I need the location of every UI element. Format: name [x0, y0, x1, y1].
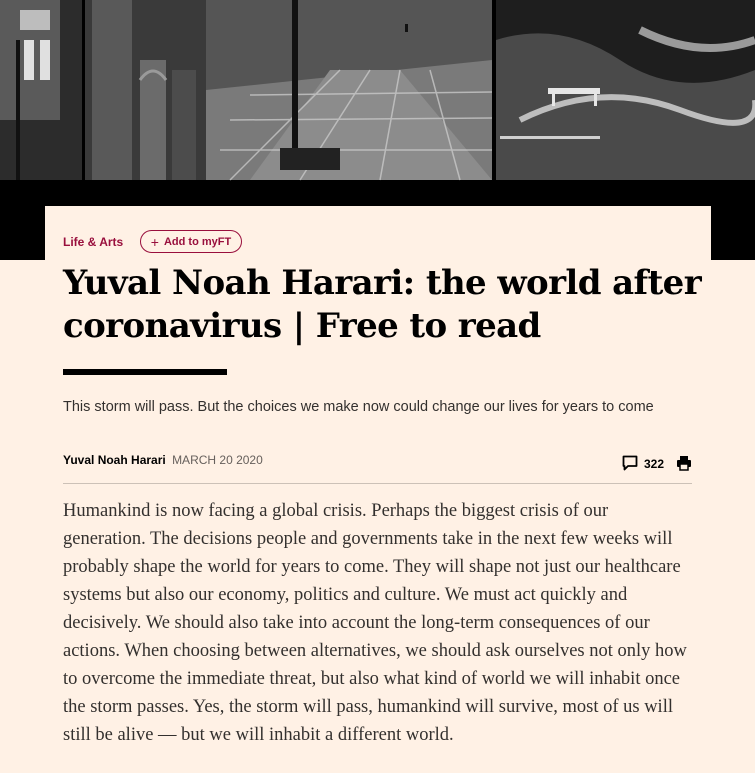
add-to-myft-button[interactable]: [140, 230, 242, 253]
byline: [63, 453, 263, 467]
comment-count[interactable]: 322: [644, 457, 665, 471]
byline-divider: [63, 483, 692, 484]
print-icon[interactable]: [676, 455, 692, 474]
add-to-myft-label: Add to myFT: [163, 235, 232, 248]
author-link[interactable]: Yuval Noah Harari: [63, 453, 166, 467]
standfirst: This storm will pass. But the choices we make now could change our lives for years to come: [63, 399, 654, 415]
article-body: Humankind is now facing a global crisis. Perhaps the biggest crisis of our generation. The decisions people and governments take in the next few weeks will probably shape the world for years to come. They will shape not just our healthcare systems but also our economy, politics and culture. We must act quickly and decisively. We should also take into account the long-term consequences of our actions. When choosing between alternatives, we should ask ourselves not only how to overcome the immediate threat, but also what kind of world we will inhabit once the storm passes. Yes, the storm will pass, humankind will survive, most of us will still be alive — but we will inhabit a different world.: [63, 501, 687, 745]
page-title: Yuval Noah Harari: the world after coronavirus | Free to read: [63, 263, 702, 346]
title-divider: [63, 369, 227, 375]
plus-icon: +: [150, 233, 159, 250]
article-tools: [622, 454, 692, 474]
topic-link[interactable]: Life & Arts: [63, 235, 124, 249]
comment-icon[interactable]: [622, 455, 638, 474]
publish-date: MARCH 20 2020: [172, 453, 263, 467]
